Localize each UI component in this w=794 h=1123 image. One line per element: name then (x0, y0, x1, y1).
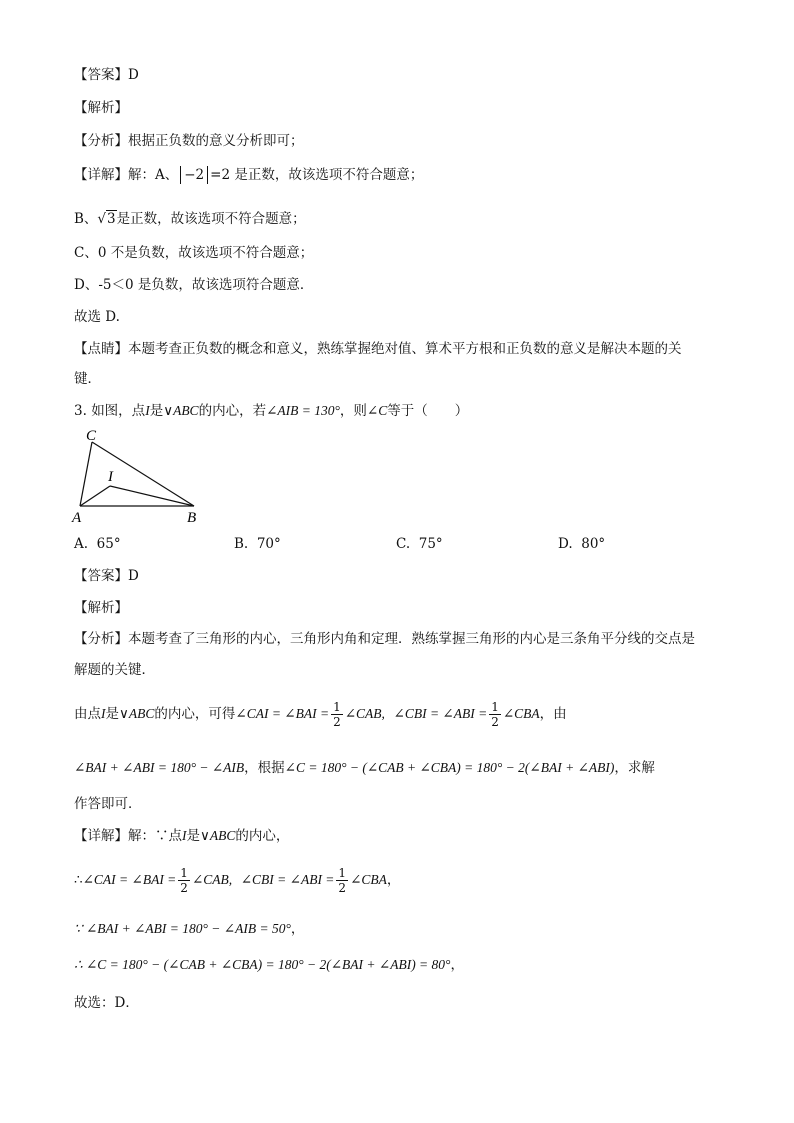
text: 是 (105, 706, 119, 722)
text: 解：∵点 (128, 828, 182, 844)
math-expr: ∠CBA (350, 872, 387, 887)
q3-analysis-line1 (74, 697, 567, 731)
dianjing-text: 本题考查正负数的概念和意义，熟练掌握绝对值、算术平方根和正负数的意义是解决本题的关 (128, 341, 682, 357)
option-a (74, 536, 121, 552)
q2-detail-line (74, 166, 423, 184)
therefore-symbol: ∴ (74, 872, 83, 888)
q3-stem (74, 402, 468, 420)
q3-fenxi-cont: 解题的关键． (74, 662, 155, 678)
math-expr: ∠CAB, (191, 872, 233, 887)
q2-answer-line (74, 66, 139, 84)
math-expr: ∠BAI + ∠ABI = 180° − ∠AIB (74, 760, 245, 775)
text: ，求解 (614, 760, 655, 776)
fraction-half (336, 866, 348, 895)
edge-AC (80, 442, 92, 506)
label-I: I (108, 469, 113, 485)
text: 是 (186, 828, 200, 844)
q3-analysis-line2 (74, 759, 655, 777)
q2-jiexi-heading: 【解析】 (74, 100, 128, 116)
text: ， (386, 872, 401, 888)
triangle-figure (70, 424, 210, 528)
q2-fenxi-line (74, 132, 304, 150)
detail-pre: 解：A、 (128, 167, 179, 183)
triangle-symbol: ∨ABC (200, 828, 236, 843)
q3-answer-line (74, 567, 139, 585)
triangle-symbol: ∨ABC (119, 706, 155, 721)
fenxi-text: 根据正负数的意义分析即可； (128, 133, 304, 149)
text: ，根据 (244, 760, 285, 776)
angle-condition: ∠AIB = 130° (266, 403, 340, 418)
option-letter: A. (74, 536, 89, 552)
point-I: I (101, 706, 106, 721)
b-post: 是正数，故该选项不符合题意； (116, 211, 306, 227)
b-pre: B、 (74, 211, 98, 227)
option-value: 75° (418, 536, 443, 552)
math-expr: ∠CBI = ∠ABI = (393, 706, 488, 721)
q2-b-line (74, 210, 306, 228)
math-expr: ∠CAI = ∠BAI = (82, 872, 177, 887)
answer-value: D (128, 67, 139, 83)
q2-dianjing-cont: 键． (74, 371, 101, 387)
detail-tag: 【详解】 (74, 167, 128, 183)
segment-BI (110, 486, 194, 506)
detail-post: =2 是正数，故该选项不符合题意； (210, 167, 424, 183)
absolute-value-expr: −2 (180, 166, 208, 184)
detail-tag: 【详解】 (74, 828, 128, 844)
fenxi-tag: 【分析】 (74, 631, 128, 647)
math-expr: ∠C = 180° − (∠CAB + ∠CBA) = 180° − 2(∠BAI + ∠ABI) (284, 760, 615, 775)
label-A: A (72, 510, 82, 526)
option-value: 70° (256, 536, 281, 552)
option-value: 65° (96, 536, 121, 552)
frac-num: 1 (333, 700, 341, 714)
label-B: B (187, 510, 197, 526)
math-expr: ∠CBI = ∠ABI = (240, 872, 335, 887)
text: ， (290, 921, 305, 937)
q2-c-line: C、0 不是负数，故该选项不符合题意； (74, 245, 314, 261)
answer-value: D (128, 568, 139, 584)
option-b (234, 536, 281, 552)
dianjing-tag: 【点睛】 (74, 341, 128, 357)
q3-fenxi-line (74, 630, 695, 648)
frac-num: 1 (491, 700, 499, 714)
stem-text: 等于（ ） (387, 403, 469, 419)
option-d (558, 536, 605, 552)
text: ，由 (539, 706, 567, 722)
fraction-half (178, 866, 190, 895)
option-letter: D. (558, 536, 573, 552)
q2-dianjing-line (74, 340, 682, 358)
frac-den: 2 (333, 715, 341, 729)
frac-den: 2 (180, 881, 188, 895)
q2-d-line: D、-5＜0 是负数，故该选项符合题意． (74, 277, 314, 293)
math-expr: ∠CBA (502, 706, 540, 721)
math-expr: ∴ ∠C = 180° − (∠CAB + ∠CBA) = 180° − 2(∠BAI + ∠ABI) = 80° (74, 957, 451, 972)
q3-detail-step1 (74, 863, 400, 897)
sqrt-expr: √3 (97, 211, 116, 227)
frac-num: 1 (180, 866, 188, 880)
answer-tag: 【答案】 (74, 67, 128, 83)
math-expr: ∠CAB, (344, 706, 385, 721)
stem-text: 的内心，若 (198, 403, 267, 419)
text: 的内心，可得 (154, 706, 236, 722)
segment-AI (80, 486, 110, 506)
fraction-half (489, 700, 501, 729)
q3-detail-line (74, 827, 289, 845)
stem-text: 如图，点 (91, 403, 146, 419)
frac-den: 2 (338, 881, 347, 895)
q3-detail-step2 (74, 920, 304, 938)
fenxi-tag: 【分析】 (74, 133, 128, 149)
math-expr: ∵ ∠BAI + ∠ABI = 180° − ∠AIB = 50° (74, 921, 291, 936)
sqrt-radicand: 3 (107, 211, 116, 227)
frac-num: 1 (338, 866, 347, 880)
fenxi-text: 本题考查了三角形的内心，三角形内角和定理．熟练掌握三角形的内心是三条角平分线的交点是 (128, 631, 695, 647)
q3-analysis-line3: 作答即可． (74, 796, 142, 812)
q2-choose-line: 故选 D. (74, 309, 120, 325)
option-letter: C. (396, 536, 411, 552)
text: ， (450, 957, 464, 973)
stem-text: ，则 (339, 403, 367, 419)
q3-jiexi-heading: 【解析】 (74, 600, 128, 616)
label-C: C (86, 428, 97, 444)
q3-choose-line: 故选：D． (74, 995, 139, 1011)
point-I: I (145, 403, 150, 418)
text: 由点 (74, 706, 101, 722)
text: 的内心， (235, 828, 290, 844)
frac-den: 2 (491, 715, 499, 729)
option-c (396, 536, 443, 552)
option-letter: B. (234, 536, 249, 552)
triangle-symbol: ∨ABC (163, 403, 199, 418)
answer-tag: 【答案】 (74, 568, 128, 584)
math-expr: ∠CAI = ∠BAI = (235, 706, 330, 721)
q3-number: 3. (74, 403, 87, 419)
fraction-half (331, 700, 343, 729)
stem-text: 是 (149, 403, 164, 419)
option-value: 80° (581, 536, 606, 552)
point-I: I (182, 828, 187, 843)
angle-C: ∠C (366, 403, 388, 418)
q3-detail-step3 (74, 956, 464, 974)
